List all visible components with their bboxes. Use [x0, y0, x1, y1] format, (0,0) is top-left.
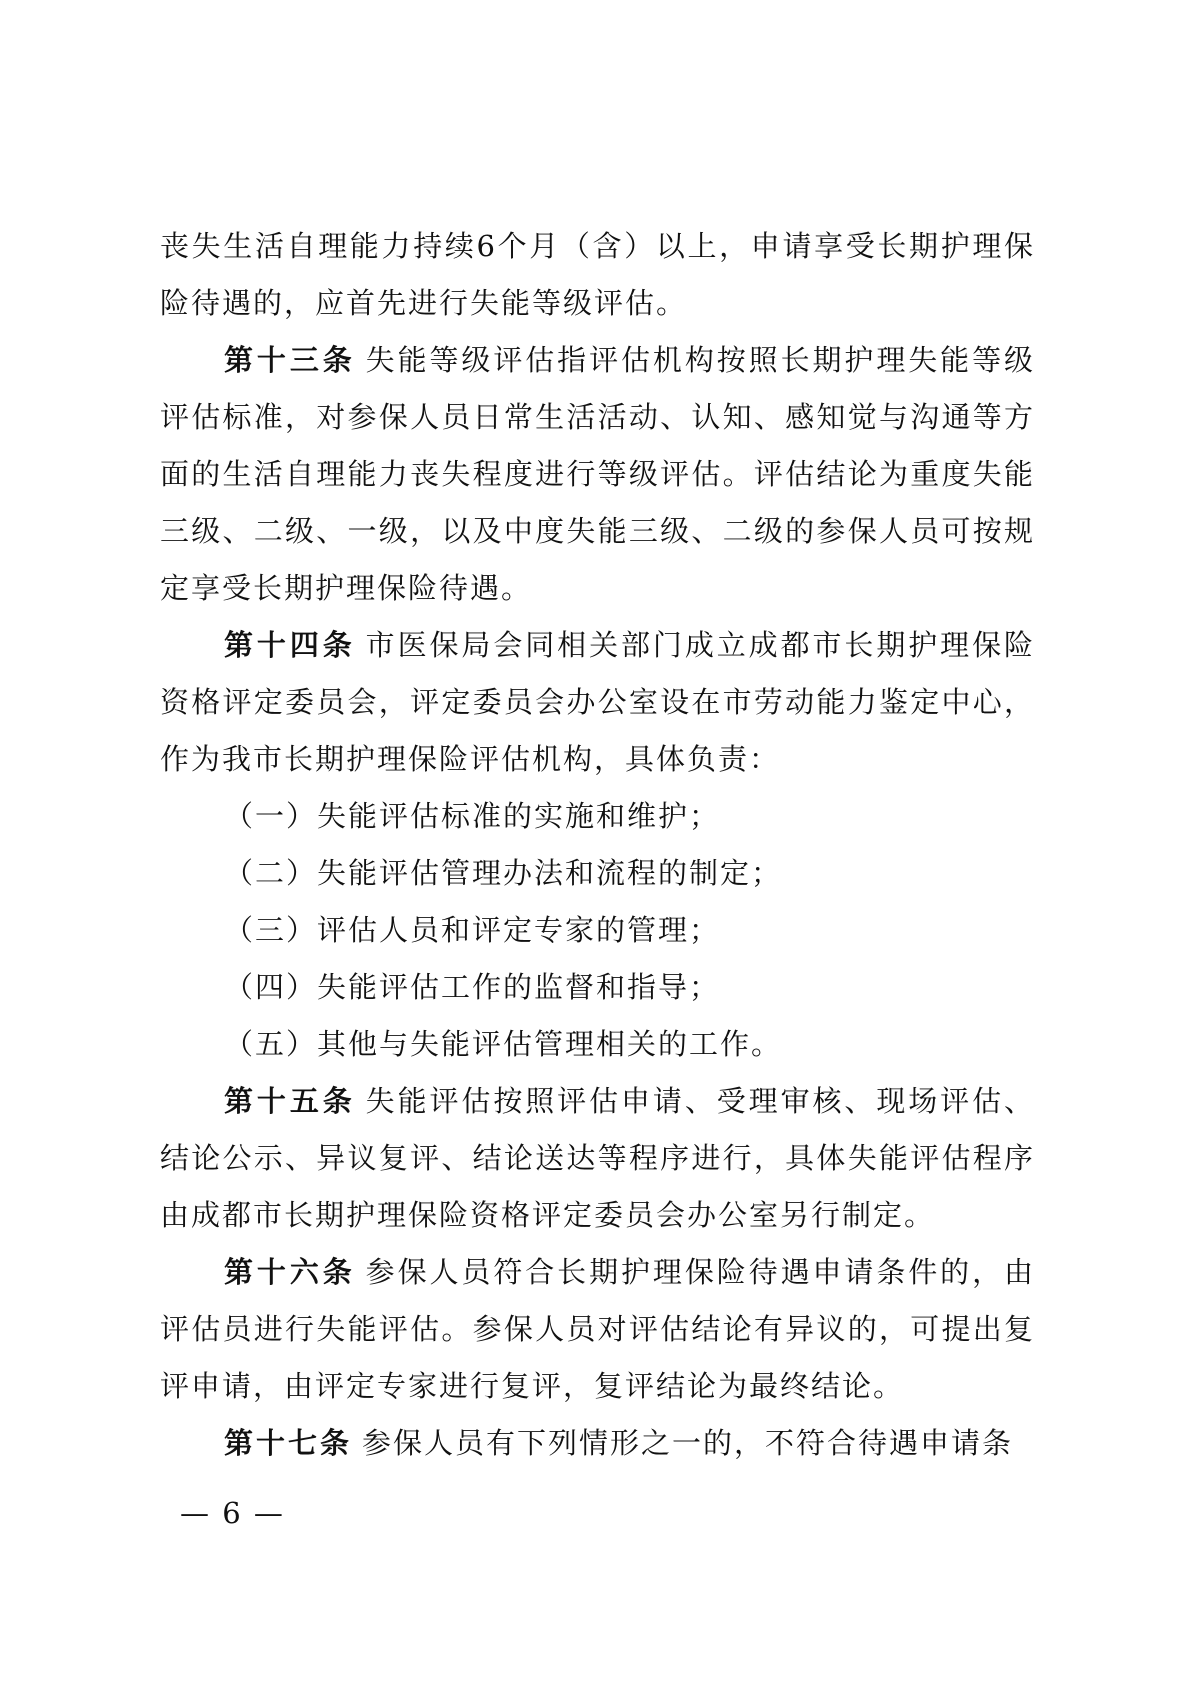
article-13-heading: 第十三条 [224, 343, 356, 377]
article-14-item-2: （二）失能评估管理办法和流程的制定； [224, 856, 783, 890]
article-16-body: 参保人员符合长期护理保险待遇申请条件的，由评估员进行失能评估。参保人员对评估结论有异议的，可提出复评申请，由评定专家进行复评，复评结论为最终结论。 [160, 1255, 1035, 1403]
document-body [160, 218, 1035, 1472]
page-number: — 6 — [180, 1496, 285, 1530]
article-14-item-1: （一）失能评估标准的实施和维护； [224, 799, 721, 833]
continuation-paragraph: 丧失生活自理能力持续6个月（含）以上，申请享受长期护理保险待遇的，应首先进行失能等级评估。 [160, 229, 1035, 320]
article-14-item-3: （三）评估人员和评定专家的管理； [224, 913, 721, 947]
article-13 [160, 332, 1035, 617]
article-16 [160, 1244, 1035, 1415]
article-14 [160, 617, 1035, 788]
article-17 [160, 1415, 1035, 1472]
article-17-heading: 第十七条 [224, 1426, 353, 1460]
article-15-body: 失能评估按照评估申请、受理审核、现场评估、结论公示、异议复评、结论送达等程序进行，具体失能评估程序由成都市长期护理保险资格评定委员会办公室另行制定。 [160, 1084, 1035, 1232]
article-14-item-4: （四）失能评估工作的监督和指导； [224, 970, 721, 1004]
article-14-heading: 第十四条 [224, 628, 356, 662]
article-16-heading: 第十六条 [224, 1255, 356, 1289]
article-15 [160, 1073, 1035, 1244]
article-17-body: 参保人员有下列情形之一的，不符合待遇申请条 [362, 1426, 1014, 1460]
article-14-item-5: （五）其他与失能评估管理相关的工作。 [224, 1027, 783, 1061]
article-13-body: 失能等级评估指评估机构按照长期护理失能等级评估标准，对参保人员日常生活活动、认知、感知觉与沟通等方面的生活自理能力丧失程度进行等级评估。评估结论为重度失能三级、二级、一级，以及中度失能三级、二级的参保人员可按规定享受长期护理保险待遇。 [160, 343, 1035, 605]
article-15-heading: 第十五条 [224, 1084, 356, 1118]
article-14-body: 市医保局会同相关部门成立成都市长期护理保险资格评定委员会，评定委员会办公室设在市劳动能力鉴定中心，作为我市长期护理保险评估机构，具体负责： [160, 628, 1035, 776]
